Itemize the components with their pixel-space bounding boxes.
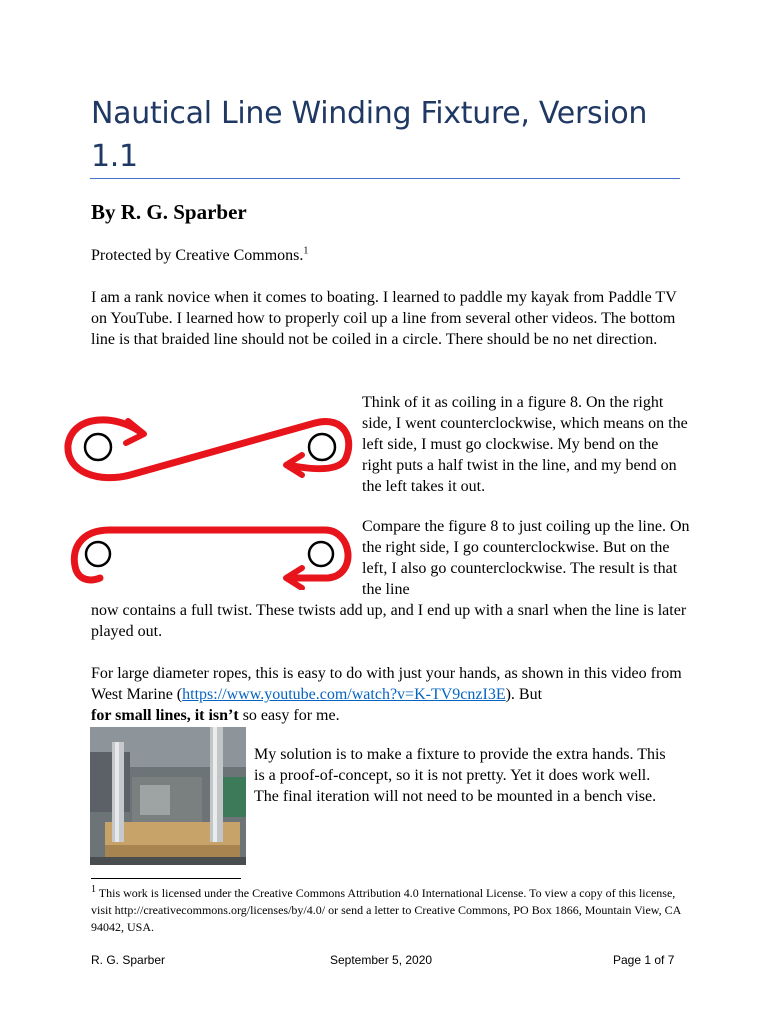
paragraph-compare: Compare the figure 8 to just coiling up the line. On the right side, I go counterclockwise. But on the left, I also go counterclockwise. The result is that the line — [362, 518, 690, 598]
text: ). But — [505, 686, 543, 703]
footnote-text: This work is licensed under the Creative Commons Attribution 4.0 International License. To view a copy of this license, visit http://creativecommons.org/licenses/by/4.0/ or send a letter to Creative Commons, PO Box 1866, Mountain View, CA 94042, USA. — [91, 886, 681, 934]
paragraph-figure-eight: Think of it as coiling in a figure 8. On the right side, I went counterclockwise, which means on the left side, I must go clockwise. My bend on the right puts a half twist in the line, and my bend on the left takes it out. — [362, 394, 688, 495]
paragraph-license — [91, 245, 691, 266]
coil-rope-left — [74, 530, 110, 580]
footnote-ref[interactable]: 1 — [303, 245, 309, 257]
footer-page-number: Page 1 of 7 — [613, 953, 675, 967]
right-peg — [309, 542, 333, 566]
byline: By R. G. Sparber — [91, 200, 247, 224]
paragraph-intro: I am a rank novice when it comes to boating. I learned to paddle my kayak from Paddle TV on YouTube. I learned how to properly coil up a line from several other videos. The bottom line is that braided line should not be coiled in a circle. There should be no net direction. — [91, 289, 677, 348]
footer-date: September 5, 2020 — [330, 953, 433, 967]
title-divider — [90, 178, 680, 179]
footnote-number: 1 — [91, 884, 96, 895]
paragraph-large-ropes — [91, 663, 691, 726]
footnote — [91, 885, 691, 936]
right-peg — [309, 434, 335, 460]
license-text: Protected by Creative Commons. — [91, 247, 304, 264]
left-peg — [85, 434, 111, 460]
coil-rope — [110, 530, 348, 578]
page-title: Nautical Line Winding Fixture, Version 1.1 — [91, 96, 648, 174]
figure-eight-diagram — [60, 405, 360, 485]
text: For large diameter ropes, this is easy to do with just your hands, as shown in this video from West Marine ( — [91, 665, 682, 703]
paragraph-solution: My solution is to make a fixture to provide the extra hands. This is a proof-of-concept, so it is not pretty. Yet it does work well. The final iteration will not need to be mounted in a bench vise. — [254, 746, 666, 805]
left-peg — [86, 542, 110, 566]
video-link[interactable]: https://www.youtube.com/watch?v=K-TV9cnzI3E — [182, 686, 506, 703]
footnote-separator — [91, 878, 241, 879]
bold-text: for small lines, it isn’t — [91, 707, 239, 724]
footer-author: R. G. Sparber — [91, 953, 166, 967]
text: so easy for me. — [238, 707, 340, 724]
coil-diagram — [60, 520, 360, 590]
fixture-photo — [90, 727, 246, 865]
paragraph-compare-cont: now contains a full twist. These twists add up, and I end up with a snarl when the line is later played out. — [91, 602, 687, 640]
